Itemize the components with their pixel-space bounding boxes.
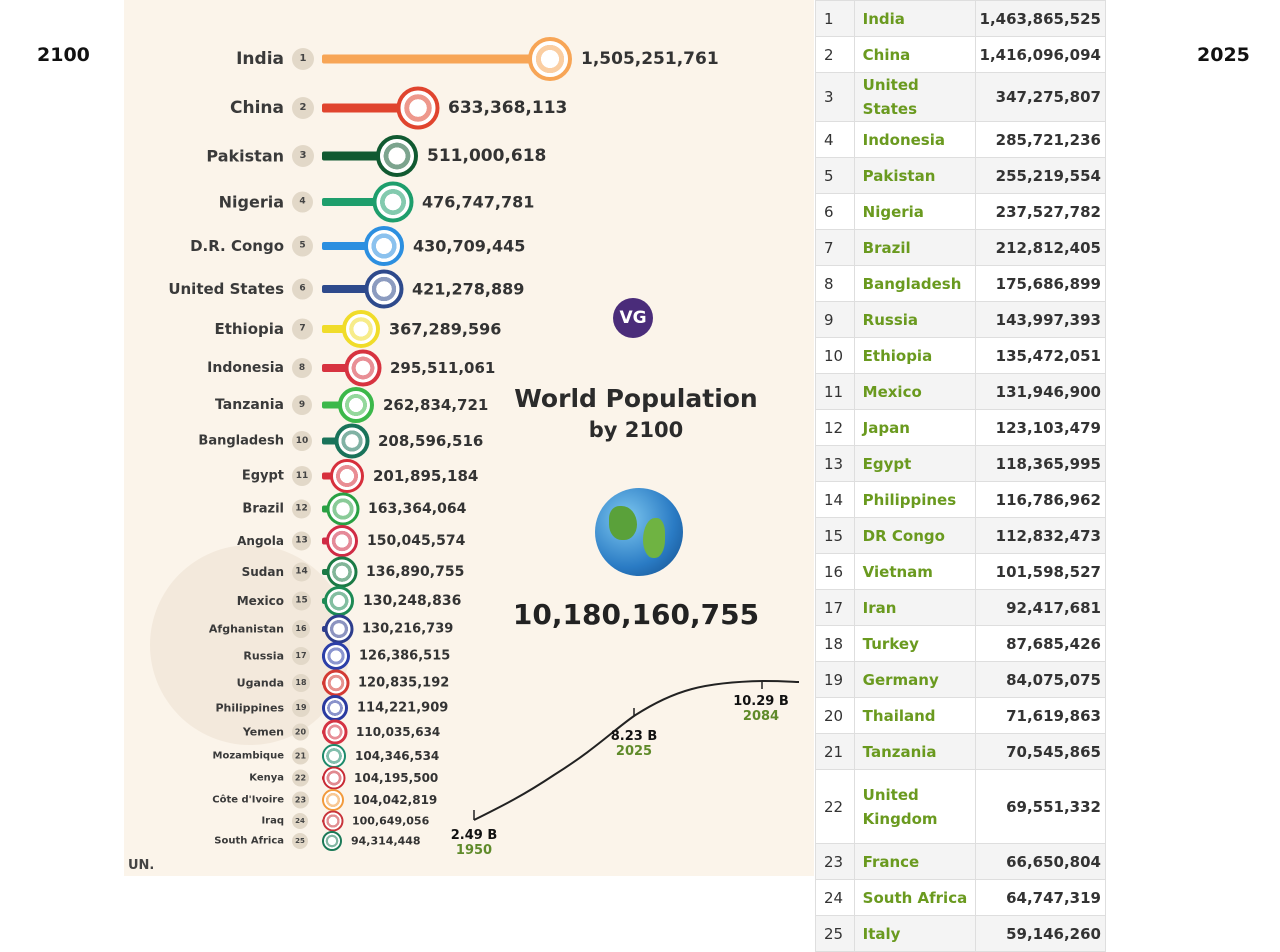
population-value: 421,278,889 <box>412 279 525 299</box>
rank-cell: 4 <box>816 122 855 158</box>
country-name: Nigeria <box>218 192 284 212</box>
country-cell: Mexico <box>854 374 975 410</box>
population-value: 130,248,836 <box>363 593 462 609</box>
country-cell: Pakistan <box>854 158 975 194</box>
table-row <box>816 230 1106 266</box>
country-name: South Africa <box>214 835 284 847</box>
rank-badge: 12 <box>292 500 311 519</box>
country-name: Iraq <box>261 815 284 827</box>
table-row <box>816 626 1106 662</box>
population-cell: 143,997,393 <box>975 302 1105 338</box>
rank-badge: 10 <box>292 431 312 451</box>
table-row <box>816 518 1106 554</box>
curve-year-2084: 2084 <box>742 709 780 724</box>
rank-cell: 15 <box>816 518 855 554</box>
table-row <box>816 73 1106 122</box>
country-name: Côte d'Ivoire <box>212 794 284 806</box>
rank-cell: 16 <box>816 554 855 590</box>
rank-cell: 25 <box>816 916 855 952</box>
country-name: Tanzania <box>215 397 284 413</box>
rank-badge: 17 <box>292 647 310 665</box>
rank-badge: 18 <box>292 674 310 692</box>
country-cell: Italy <box>854 916 975 952</box>
table-row <box>816 770 1106 844</box>
table-row <box>816 37 1106 73</box>
source-label: UN. <box>128 858 155 873</box>
table-row <box>816 662 1106 698</box>
population-cell: 70,545,865 <box>975 734 1105 770</box>
table-row <box>816 266 1106 302</box>
rank-cell: 12 <box>816 410 855 446</box>
rank-cell: 2 <box>816 37 855 73</box>
rank-cell: 13 <box>816 446 855 482</box>
population-value: 94,314,448 <box>351 834 421 848</box>
rank-badge: 21 <box>292 748 309 765</box>
country-cell: Japan <box>854 410 975 446</box>
country-cell: Egypt <box>854 446 975 482</box>
country-cell: United Kingdom <box>854 770 975 844</box>
population-cell: 347,275,807 <box>975 73 1105 122</box>
population-cell: 1,416,096,094 <box>975 37 1105 73</box>
country-name: Bangladesh <box>198 433 284 449</box>
table-row <box>816 446 1106 482</box>
country-name: Sudan <box>241 565 284 579</box>
rank-badge: 13 <box>292 532 311 551</box>
population-cell: 212,812,405 <box>975 230 1105 266</box>
table-row <box>816 590 1106 626</box>
population-value: 201,895,184 <box>373 467 479 485</box>
rank-cell: 6 <box>816 194 855 230</box>
country-cell: United States <box>854 73 975 122</box>
table-row <box>816 338 1106 374</box>
population-value: 150,045,574 <box>367 533 466 549</box>
year-label-2025: 2025 <box>1197 44 1250 66</box>
country-name: D.R. Congo <box>190 237 284 255</box>
vg-logo: VG <box>613 298 653 338</box>
country-cell: Bangladesh <box>854 266 975 302</box>
rank-cell: 3 <box>816 73 855 122</box>
population-cell: 84,075,075 <box>975 662 1105 698</box>
population-cell: 175,686,899 <box>975 266 1105 302</box>
country-name: Pakistan <box>206 146 284 166</box>
population-value: 633,368,113 <box>448 98 568 118</box>
population-value: 367,289,596 <box>389 319 502 339</box>
rank-badge: 3 <box>292 145 314 167</box>
country-name: Brazil <box>242 501 284 517</box>
rank-badge: 5 <box>292 236 313 257</box>
rank-cell: 8 <box>816 266 855 302</box>
rank-cell: 18 <box>816 626 855 662</box>
country-cell: Nigeria <box>854 194 975 230</box>
curve-year-2025: 2025 <box>615 744 653 759</box>
country-cell: Brazil <box>854 230 975 266</box>
rank-cell: 11 <box>816 374 855 410</box>
rank-badge: 15 <box>292 592 311 611</box>
country-name: United States <box>168 280 284 298</box>
rank-cell: 5 <box>816 158 855 194</box>
table-row <box>816 194 1106 230</box>
curve-year-1950: 1950 <box>455 843 493 858</box>
population-value: 136,890,755 <box>366 564 465 580</box>
population-cell: 123,103,479 <box>975 410 1105 446</box>
population-cell: 66,650,804 <box>975 844 1105 880</box>
population-cell: 118,365,995 <box>975 446 1105 482</box>
rank-badge: 23 <box>292 792 309 809</box>
country-name: Kenya <box>249 772 284 784</box>
country-name: India <box>236 49 284 69</box>
table-row <box>816 158 1106 194</box>
country-cell: Turkey <box>854 626 975 662</box>
country-cell: South Africa <box>854 880 975 916</box>
country-name: Yemen <box>242 725 284 739</box>
table-row <box>816 844 1106 880</box>
population-value: 295,511,061 <box>390 359 496 377</box>
population-value: 110,035,634 <box>356 725 441 739</box>
table-row <box>816 554 1106 590</box>
country-cell: Indonesia <box>854 122 975 158</box>
table-row <box>816 698 1106 734</box>
rank-badge: 19 <box>292 699 310 717</box>
infographic-title: World Population <box>514 384 758 413</box>
country-name: Mexico <box>236 594 284 608</box>
table-row <box>816 410 1106 446</box>
population-cell: 59,146,260 <box>975 916 1105 952</box>
country-name: Ethiopia <box>214 320 284 338</box>
population-value: 120,835,192 <box>358 675 450 691</box>
rank-cell: 1 <box>816 1 855 37</box>
population-cell: 135,472,051 <box>975 338 1105 374</box>
country-cell: Tanzania <box>854 734 975 770</box>
population-value: 130,216,739 <box>362 621 454 637</box>
population-cell: 285,721,236 <box>975 122 1105 158</box>
country-cell: India <box>854 1 975 37</box>
population-value: 114,221,909 <box>357 700 449 716</box>
country-cell: Germany <box>854 662 975 698</box>
rank-badge: 24 <box>292 813 308 829</box>
country-cell: Vietnam <box>854 554 975 590</box>
rank-badge: 4 <box>292 192 313 213</box>
rank-badge: 6 <box>292 279 313 300</box>
table-row <box>816 122 1106 158</box>
rank-cell: 21 <box>816 734 855 770</box>
country-name: Indonesia <box>207 360 284 376</box>
country-cell: France <box>854 844 975 880</box>
population-value: 262,834,721 <box>383 396 489 414</box>
rank-badge: 22 <box>292 770 309 787</box>
rank-cell: 7 <box>816 230 855 266</box>
population-value: 511,000,618 <box>427 146 547 166</box>
rank-cell: 9 <box>816 302 855 338</box>
population-value: 104,195,500 <box>354 771 439 785</box>
country-name: Uganda <box>236 676 284 690</box>
rank-badge: 9 <box>292 395 312 415</box>
rank-badge: 2 <box>292 97 314 119</box>
country-cell: Thailand <box>854 698 975 734</box>
population-value: 126,386,515 <box>359 648 451 664</box>
curve-value-1950: 2.49 B <box>450 828 498 843</box>
population-cell: 87,685,426 <box>975 626 1105 662</box>
rank-cell: 14 <box>816 482 855 518</box>
population-infographic <box>124 0 814 876</box>
rank-cell: 24 <box>816 880 855 916</box>
country-cell: Philippines <box>854 482 975 518</box>
table-row <box>816 302 1106 338</box>
population-cell: 1,463,865,525 <box>975 1 1105 37</box>
population-cell: 255,219,554 <box>975 158 1105 194</box>
rank-cell: 22 <box>816 770 855 844</box>
population-cell: 237,527,782 <box>975 194 1105 230</box>
population-growth-curve <box>124 0 814 876</box>
country-cell: China <box>854 37 975 73</box>
country-name: Afghanistan <box>208 622 284 636</box>
table-row <box>816 1 1106 37</box>
country-name: Angola <box>237 534 284 548</box>
rank-cell: 17 <box>816 590 855 626</box>
country-name: Mozambique <box>212 750 284 762</box>
population-cell: 131,946,900 <box>975 374 1105 410</box>
population-cell: 69,551,332 <box>975 770 1105 844</box>
population-value: 100,649,056 <box>352 814 430 828</box>
infographic-subtitle: by 2100 <box>588 418 684 442</box>
population-value: 430,709,445 <box>413 236 526 256</box>
population-cell: 64,747,319 <box>975 880 1105 916</box>
country-cell: DR Congo <box>854 518 975 554</box>
population-value: 476,747,781 <box>422 192 535 212</box>
population-cell: 101,598,527 <box>975 554 1105 590</box>
curve-value-2084: 10.29 B <box>733 694 789 709</box>
rank-cell: 10 <box>816 338 855 374</box>
country-cell: Ethiopia <box>854 338 975 374</box>
country-name: Philippines <box>215 701 284 715</box>
rank-badge: 8 <box>292 358 312 378</box>
population-value: 104,042,819 <box>353 793 438 807</box>
population-value: 208,596,516 <box>378 432 484 450</box>
rank-badge: 25 <box>292 833 308 849</box>
table-row <box>816 880 1106 916</box>
population-value: 1,505,251,761 <box>581 49 719 69</box>
population-value: 104,346,534 <box>355 749 440 763</box>
rank-cell: 20 <box>816 698 855 734</box>
table-row <box>816 916 1106 952</box>
country-name: Egypt <box>241 468 284 484</box>
rank-cell: 19 <box>816 662 855 698</box>
rank-badge: 11 <box>292 466 312 486</box>
rank-badge: 16 <box>292 620 310 638</box>
country-cell: Russia <box>854 302 975 338</box>
country-name: Russia <box>243 649 284 663</box>
rank-badge: 7 <box>292 319 313 340</box>
population-cell: 71,619,863 <box>975 698 1105 734</box>
table-row <box>816 374 1106 410</box>
rank-badge: 1 <box>292 48 314 70</box>
table-row <box>816 734 1106 770</box>
population-cell: 112,832,473 <box>975 518 1105 554</box>
population-value: 163,364,064 <box>368 501 467 517</box>
curve-value-2025: 8.23 B <box>610 729 658 744</box>
rank-badge: 14 <box>292 563 311 582</box>
population-table-2025 <box>815 0 1106 952</box>
population-cell: 92,417,681 <box>975 590 1105 626</box>
country-cell: Iran <box>854 590 975 626</box>
world-population-total: 10,180,160,755 <box>512 598 760 631</box>
rank-cell: 23 <box>816 844 855 880</box>
country-name: China <box>230 98 284 118</box>
rank-badge: 20 <box>292 724 309 741</box>
table-row <box>816 482 1106 518</box>
year-label-2100: 2100 <box>37 44 90 66</box>
population-cell: 116,786,962 <box>975 482 1105 518</box>
